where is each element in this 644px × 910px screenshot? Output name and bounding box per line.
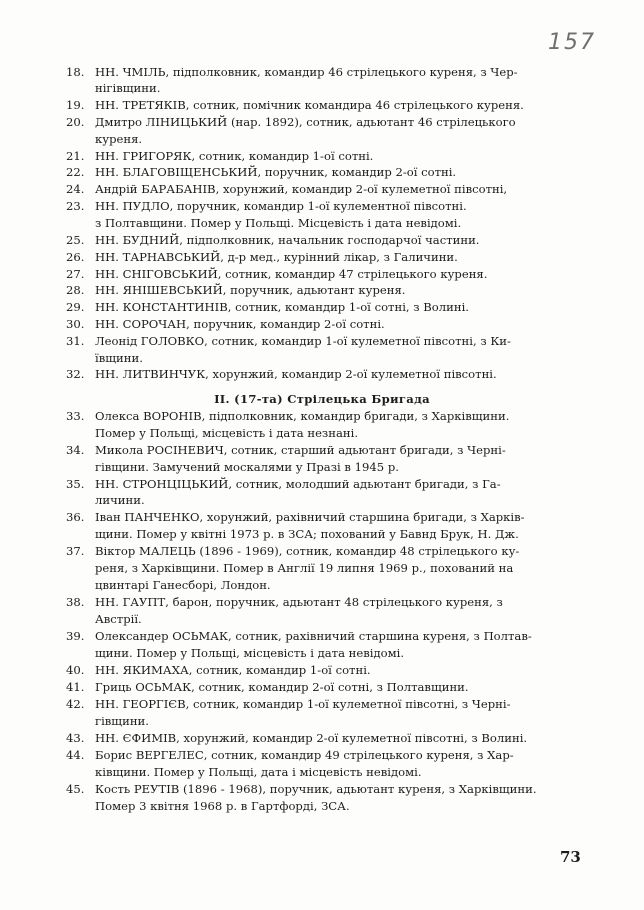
entry-text: НН. СТРОНЦІЦЬКИЙ, сотник, молодший адьютант бригади, з Га- [95, 477, 501, 491]
entry-text: НН. СОРОЧАН, поручник, командир 2-ої сотні. [95, 317, 385, 331]
entry-text: НН. БУДНИЙ, підполковник, начальник господарчої частини. [95, 233, 480, 247]
entry-number: 45. [66, 782, 85, 796]
entry-text: НН. ГАУПТ, барон, поручник, адьютант 48 стрілецького куреня, з [95, 595, 503, 609]
entry-number: 41. [66, 680, 85, 694]
entry-text: Микола РОСІНЕВИЧ, сотник, старший адьютант бригади, з Черні- [95, 443, 506, 457]
page-number: 73 [560, 848, 581, 866]
entry-number: 43. [66, 731, 85, 745]
entry-number: 39. [66, 629, 85, 643]
entry-number: 22. [66, 165, 85, 179]
entry-number: 44. [66, 748, 85, 762]
entry-number: 31. [66, 334, 85, 348]
entry-number: 38. [66, 595, 85, 609]
entry-number: 37. [66, 544, 85, 558]
entry-text: Австрії. [95, 612, 142, 626]
entry-text: НН. ЄФИМІВ, хорунжий, командир 2-ої кулеметної півсотні, з Волині. [95, 731, 528, 745]
entry-text: Віктор МАЛЕЦЬ (1896 - 1969), сотник, командир 48 стрілецького ку- [95, 544, 520, 558]
entry-text: НН. ГРИГОРЯК, сотник, командир 1-ої сотні. [95, 149, 374, 163]
entry-text: куреня. [95, 132, 143, 146]
entry-text: Олександер ОСЬМАК, сотник, рахівничий старшина куреня, з Полтав- [95, 629, 532, 643]
entry-text: реня, з Харківщини. Помер в Англії 19 липня 1969 р., похований на [95, 561, 514, 575]
entry-text: Помер 3 квітня 1968 р. в Гартфорді, ЗСА. [95, 799, 350, 813]
entry-text: НН. ЯНІШЕВСЬКИЙ, поручник, адьютант куреня. [95, 283, 406, 297]
entry-number: 20. [66, 115, 85, 129]
entry-text: Олекса ВОРОНІВ, підполковник, командир бригади, з Харківщини. [95, 409, 510, 423]
entry-number: 33. [66, 409, 85, 423]
entry-text: з Полтавщини. Помер у Польщі. Місцевість і дата невідомі. [95, 216, 462, 230]
entry-number: 25. [66, 233, 85, 247]
entry-text: НН. ЯКИМАХА, сотник, командир 1-ої сотні. [95, 663, 371, 677]
entry-text: Леонід ГОЛОВКО, сотник, командир 1-ої кулеметної півсотні, з Ки- [95, 334, 511, 348]
entry-text: НН. ПУДЛО, поручник, командир 1-ої кулементної півсотні. [95, 199, 467, 213]
entry-number: 27. [66, 267, 85, 281]
entry-text: ївщини. [95, 351, 143, 365]
entry-text: НН. ЧМІЛЬ, підполковник, командир 46 стрілецького куреня, з Чер- [95, 65, 518, 79]
entry-number: 21. [66, 149, 85, 163]
entry-number: 19. [66, 98, 85, 112]
entry-number: 28. [66, 283, 85, 297]
entry-text: цвинтарі Ганесборі, Лондон. [95, 578, 271, 592]
entry-text: Гриць ОСЬМАК, сотник, командир 2-ої сотні, з Полтавщини. [95, 680, 469, 694]
entry-number: 30. [66, 317, 85, 331]
entry-text: НН. СНІГОВСЬКИЙ, сотник, командир 47 стрілецького куреня. [95, 267, 488, 281]
entry-text: Андрій БАРАБАНІВ, хорунжий, командир 2-ої кулеметної півсотні, [95, 182, 508, 196]
entry-text: нігівщини. [95, 81, 161, 95]
entry-number: 23. [66, 199, 85, 213]
entry-text: НН. ТАРНАВСЬКИЙ, д-р мед., курінний лікар, з Галичини. [95, 250, 458, 264]
entry-number: 34. [66, 443, 85, 457]
entry-text: личини. [95, 493, 145, 507]
entry-text: гівщини. [95, 714, 149, 728]
entry-text: Борис ВЕРГЕЛЕС, сотник, командир 49 стрілецького куреня, з Хар- [95, 748, 514, 762]
entry-text: НН. ТРЕТЯКІВ, сотник, помічник командира 46 стрілецького куреня. [95, 98, 524, 112]
entry-text: ківщини. Помер у Польщі, дата і місцевість невідомі. [95, 765, 422, 779]
section-heading: II. (17-та) Стрілецька Бригада [214, 392, 430, 406]
entry-number: 40. [66, 663, 85, 677]
entry-text: Помер у Польщі, місцевість і дата незнані. [95, 426, 359, 440]
entry-number: 36. [66, 510, 85, 524]
handwritten-page-number: 157 [548, 30, 596, 55]
entry-number: 24. [66, 182, 85, 196]
entry-number: 18. [66, 65, 85, 79]
entry-text: щини. Помер у Польщі, місцевість і дата невідомі. [95, 646, 405, 660]
entry-text: НН. КОНСТАНТИНІВ, сотник, командир 1-ої сотні, з Волині. [95, 300, 469, 314]
entry-text: гівщини. Замучений москалями у Празі в 1945 р. [95, 460, 399, 474]
entry-text: НН. ЛИТВИНЧУК, хорунжий, командир 2-ої кулеметної півсотні. [95, 367, 497, 381]
entry-number: 32. [66, 367, 85, 381]
entry-text: НН. ГЕОРГІЄВ, сотник, командир 1-ої кулеметної півсотні, з Черні- [95, 697, 511, 711]
entry-number: 26. [66, 250, 85, 264]
entry-number: 42. [66, 697, 85, 711]
entry-text: Іван ПАНЧЕНКО, хорунжий, рахівничий старшина бригади, з Харків- [95, 510, 525, 524]
entry-number: 35. [66, 477, 85, 491]
entry-number: 29. [66, 300, 85, 314]
entry-text: щини. Помер у квітні 1973 р. в ЗСА; похований у Бавнд Брук, Н. Дж. [95, 527, 519, 541]
entry-text: НН. БЛАГОВІЩЕНСЬКИЙ, поручник, командир 2-ої сотні. [95, 165, 457, 179]
entry-text: Дмитро ЛІНИЦЬКИЙ (нар. 1892), сотник, адьютант 46 стрілецького [95, 115, 516, 129]
entry-text: Кость РЕУТІВ (1896 - 1968), поручник, адьютант куреня, з Харківщини. [95, 782, 537, 796]
